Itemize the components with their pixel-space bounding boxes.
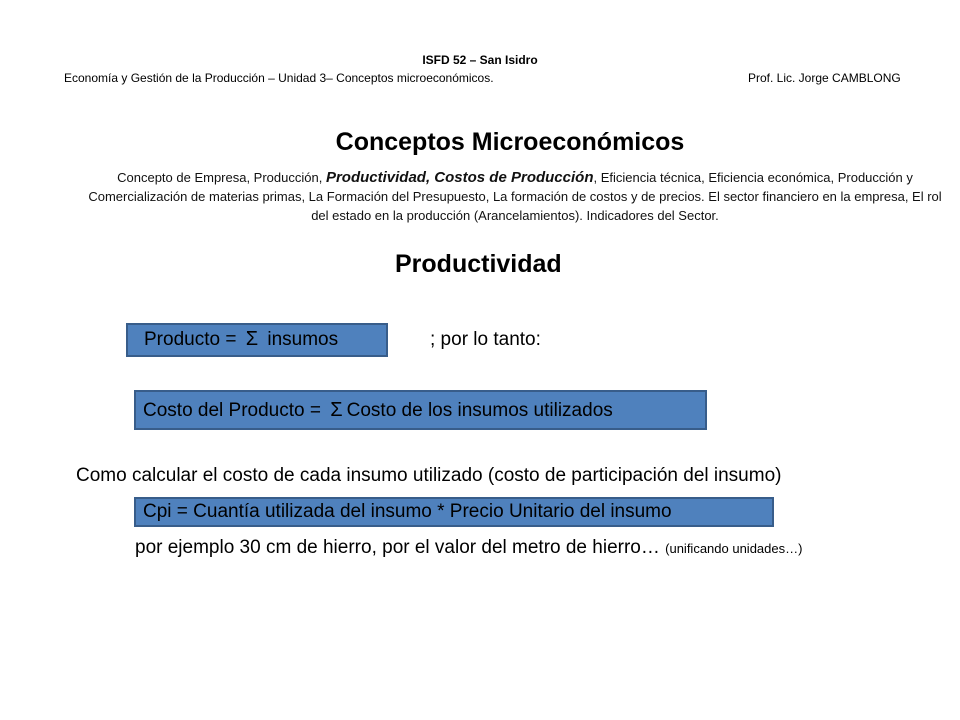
sigma-symbol: Σ [330,399,343,421]
formula-costo-box [134,390,707,430]
section-title: Productividad [395,250,562,278]
topics-emphasis: Productividad, Costos de Producción [325,169,594,186]
topics-part2: , Eficiencia técnica, Eficiencia económica, Producción y Comercialización de materias primas, La Formación del Presupuesto, La formación de costos y de precios. El sector financiero en la empresa, El rol del estado en la producción (Arancelamientos). Indicadores del Sector. [88,170,942,223]
ejemplo-note: (unificando unidades…) [665,541,803,556]
formula-costo-left: Costo del Producto = [143,400,321,421]
formula-producto-right: insumos [267,329,339,350]
formula-costo-right: Costo de los insumos utilizados [346,400,613,421]
ejemplo-text [135,537,802,559]
main-title: Conceptos Microeconómicos [335,128,685,156]
ejemplo-main: por ejemplo 30 cm de hierro, por el valor del metro de hierro… [135,537,666,558]
formula-producto-left: Producto = [144,329,237,350]
formula-cpi-box: Cpi = Cuantía utilizada del insumo * Precio Unitario del insumo [134,497,774,527]
formula-producto-box [126,323,388,357]
topics-paragraph [80,168,950,225]
por-lo-tanto-text: ; por lo tanto: [430,329,541,350]
header-professor: Prof. Lic. Jorge CAMBLONG [748,71,901,85]
header-institution: ISFD 52 – San Isidro [422,53,538,67]
topics-part1: Concepto de Empresa, Producción, [117,170,326,185]
como-calcular-text: Como calcular el costo de cada insumo utilizado (costo de participación del insumo) [76,465,782,486]
header-course: Economía y Gestión de la Producción – Unidad 3– Conceptos microeconómicos. [64,71,494,85]
sigma-symbol: Σ [245,328,259,350]
